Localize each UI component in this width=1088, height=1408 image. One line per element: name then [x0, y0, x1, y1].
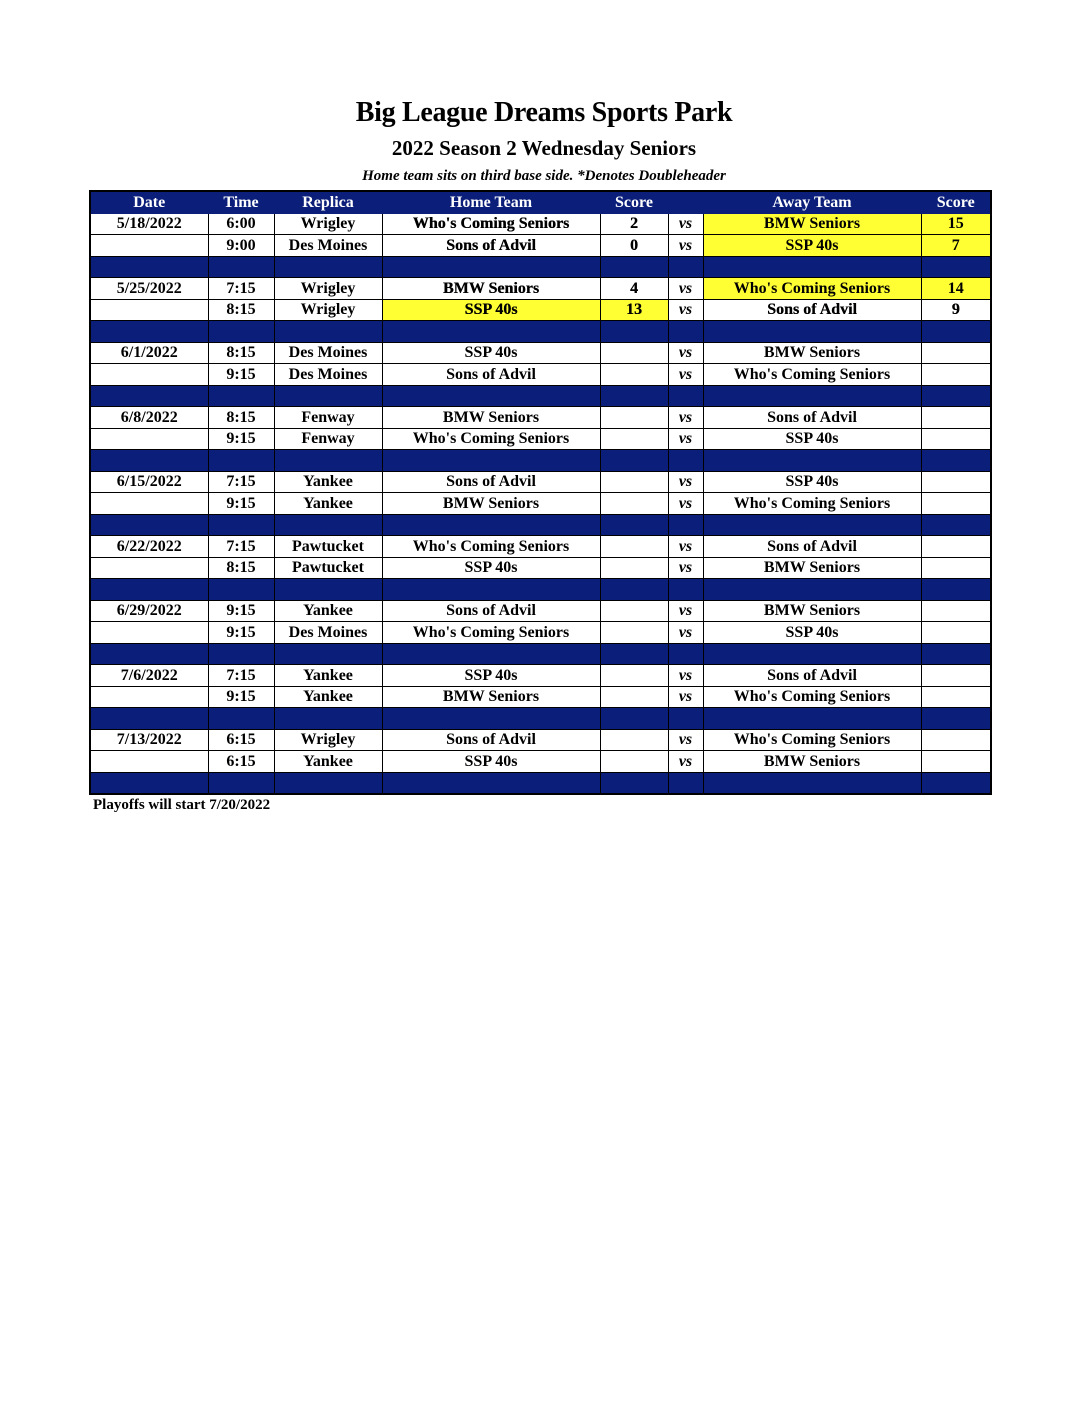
home-team-cell: SSP 40s — [382, 557, 600, 579]
field-cell: Des Moines — [274, 342, 382, 364]
separator-cell — [382, 450, 600, 472]
home-team-cell: Who's Coming Seniors — [382, 622, 600, 644]
field-cell: Wrigley — [274, 213, 382, 235]
header-row — [90, 191, 991, 213]
separator-cell — [208, 643, 274, 665]
home-score-cell — [600, 729, 668, 751]
time-cell: 8:15 — [208, 407, 274, 429]
vs-label: vs — [668, 686, 703, 708]
home-score-cell: 4 — [600, 278, 668, 300]
home-team-cell: Sons of Advil — [382, 471, 600, 493]
away-team-cell: Who's Coming Seniors — [703, 278, 921, 300]
separator-cell — [382, 708, 600, 730]
separator-cell — [600, 450, 668, 472]
separator-cell — [703, 385, 921, 407]
separator-cell — [703, 643, 921, 665]
table-row — [90, 471, 991, 493]
away-score-cell — [921, 471, 991, 493]
vs-label: vs — [668, 428, 703, 450]
table-row — [90, 686, 991, 708]
vs-label: vs — [668, 600, 703, 622]
home-team-cell: SSP 40s — [382, 299, 600, 321]
home-score-cell — [600, 471, 668, 493]
away-team-cell: BMW Seniors — [703, 342, 921, 364]
table-row — [90, 235, 991, 257]
vs-label: vs — [668, 622, 703, 644]
away-score-cell — [921, 342, 991, 364]
separator-cell — [703, 514, 921, 536]
away-score-cell — [921, 364, 991, 386]
separator-cell — [90, 514, 208, 536]
separator-cell — [90, 256, 208, 278]
away-team-cell: Who's Coming Seniors — [703, 364, 921, 386]
separator-cell — [90, 579, 208, 601]
separator-cell — [274, 579, 382, 601]
home-score-cell — [600, 600, 668, 622]
date-cell: 6/29/2022 — [90, 600, 208, 622]
date-cell: 5/18/2022 — [90, 213, 208, 235]
date-cell — [90, 557, 208, 579]
home-team-cell: BMW Seniors — [382, 407, 600, 429]
vs-label: vs — [668, 493, 703, 515]
table-row — [90, 407, 991, 429]
separator-cell — [208, 579, 274, 601]
time-cell: 9:15 — [208, 622, 274, 644]
separator-cell — [921, 321, 991, 343]
away-team-cell: Sons of Advil — [703, 665, 921, 687]
vs-label: vs — [668, 213, 703, 235]
away-score-cell — [921, 729, 991, 751]
separator-cell — [600, 321, 668, 343]
away-team-cell: BMW Seniors — [703, 600, 921, 622]
home-score-cell — [600, 665, 668, 687]
vs-label: vs — [668, 729, 703, 751]
time-cell: 7:15 — [208, 471, 274, 493]
vs-label: vs — [668, 665, 703, 687]
week-separator-row — [90, 514, 991, 536]
separator-cell — [600, 772, 668, 794]
separator-cell — [668, 643, 703, 665]
separator-cell — [921, 579, 991, 601]
field-cell: Pawtucket — [274, 557, 382, 579]
separator-cell — [274, 385, 382, 407]
separator-cell — [90, 643, 208, 665]
time-cell: 9:15 — [208, 600, 274, 622]
away-team-cell: Sons of Advil — [703, 299, 921, 321]
page-subtitle: 2022 Season 2 Wednesday Seniors — [391, 136, 697, 160]
separator-cell — [90, 321, 208, 343]
separator-cell — [921, 772, 991, 794]
date-cell — [90, 493, 208, 515]
separator-cell — [274, 321, 382, 343]
home-score-cell — [600, 428, 668, 450]
separator-cell — [274, 256, 382, 278]
separator-cell — [921, 643, 991, 665]
separator-cell — [668, 256, 703, 278]
separator-cell — [600, 385, 668, 407]
table-row — [90, 213, 991, 235]
col-vs-header — [668, 191, 703, 213]
separator-cell — [208, 772, 274, 794]
home-team-cell: SSP 40s — [382, 665, 600, 687]
table-row — [90, 665, 991, 687]
date-cell — [90, 686, 208, 708]
week-separator-row — [90, 321, 991, 343]
separator-cell — [274, 643, 382, 665]
separator-cell — [703, 579, 921, 601]
separator-cell — [921, 256, 991, 278]
date-cell — [90, 299, 208, 321]
field-cell: Pawtucket — [274, 536, 382, 558]
table-row — [90, 557, 991, 579]
separator-cell — [600, 514, 668, 536]
home-team-cell: SSP 40s — [382, 751, 600, 773]
away-score-cell: 7 — [921, 235, 991, 257]
separator-cell — [90, 450, 208, 472]
away-team-cell: Who's Coming Seniors — [703, 729, 921, 751]
field-cell: Yankee — [274, 600, 382, 622]
col-date-header: Date — [90, 191, 208, 213]
field-cell: Des Moines — [274, 364, 382, 386]
away-score-cell — [921, 493, 991, 515]
away-team-cell: Who's Coming Seniors — [703, 493, 921, 515]
table-row — [90, 428, 991, 450]
home-team-cell: BMW Seniors — [382, 493, 600, 515]
separator-cell — [382, 514, 600, 536]
separator-cell — [274, 514, 382, 536]
away-score-cell — [921, 557, 991, 579]
field-cell: Fenway — [274, 428, 382, 450]
date-cell: 5/25/2022 — [90, 278, 208, 300]
date-cell: 6/1/2022 — [90, 342, 208, 364]
date-cell — [90, 751, 208, 773]
separator-cell — [668, 708, 703, 730]
away-team-cell: SSP 40s — [703, 471, 921, 493]
separator-cell — [703, 256, 921, 278]
col-away-score-header: Score — [921, 191, 991, 213]
vs-label: vs — [668, 364, 703, 386]
week-separator-row — [90, 385, 991, 407]
away-score-cell: 14 — [921, 278, 991, 300]
page-title: Big League Dreams Sports Park — [355, 97, 733, 128]
separator-cell — [382, 643, 600, 665]
week-separator-row — [90, 708, 991, 730]
field-cell: Des Moines — [274, 235, 382, 257]
time-cell: 7:15 — [208, 665, 274, 687]
away-team-cell: Sons of Advil — [703, 407, 921, 429]
home-team-cell: Who's Coming Seniors — [382, 213, 600, 235]
away-score-cell — [921, 751, 991, 773]
vs-label: vs — [668, 278, 703, 300]
away-score-cell — [921, 686, 991, 708]
time-cell: 8:15 — [208, 299, 274, 321]
away-score-cell: 15 — [921, 213, 991, 235]
separator-cell — [382, 772, 600, 794]
away-score-cell: 9 — [921, 299, 991, 321]
away-team-cell: SSP 40s — [703, 622, 921, 644]
separator-cell — [921, 708, 991, 730]
vs-label: vs — [668, 536, 703, 558]
field-cell: Wrigley — [274, 729, 382, 751]
date-cell — [90, 622, 208, 644]
separator-cell — [668, 579, 703, 601]
table-row — [90, 364, 991, 386]
time-cell: 8:15 — [208, 342, 274, 364]
date-cell — [90, 428, 208, 450]
separator-cell — [208, 708, 274, 730]
vs-label: vs — [668, 342, 703, 364]
away-score-cell — [921, 536, 991, 558]
separator-cell — [90, 385, 208, 407]
time-cell: 8:15 — [208, 557, 274, 579]
home-team-cell: Sons of Advil — [382, 364, 600, 386]
field-cell: Des Moines — [274, 622, 382, 644]
playoffs-note: Playoffs will start 7/20/2022 — [93, 797, 271, 813]
time-cell: 7:15 — [208, 536, 274, 558]
table-row — [90, 278, 991, 300]
separator-cell — [382, 579, 600, 601]
table-row — [90, 622, 991, 644]
home-score-cell — [600, 364, 668, 386]
week-separator-row — [90, 643, 991, 665]
home-team-cell: Sons of Advil — [382, 729, 600, 751]
table-row — [90, 299, 991, 321]
separator-cell — [208, 450, 274, 472]
col-home-team-header: Home Team — [382, 191, 600, 213]
time-cell: 9:15 — [208, 364, 274, 386]
separator-cell — [921, 514, 991, 536]
separator-cell — [600, 256, 668, 278]
schedule-table — [89, 190, 992, 795]
away-team-cell: Sons of Advil — [703, 536, 921, 558]
home-team-cell: Sons of Advil — [382, 600, 600, 622]
time-cell: 9:00 — [208, 235, 274, 257]
date-cell: 7/13/2022 — [90, 729, 208, 751]
date-cell — [90, 235, 208, 257]
home-team-cell: BMW Seniors — [382, 686, 600, 708]
away-score-cell — [921, 622, 991, 644]
home-score-cell — [600, 557, 668, 579]
separator-cell — [208, 256, 274, 278]
home-team-cell: Who's Coming Seniors — [382, 428, 600, 450]
home-score-cell: 2 — [600, 213, 668, 235]
table-row — [90, 536, 991, 558]
time-cell: 6:00 — [208, 213, 274, 235]
separator-cell — [600, 643, 668, 665]
time-cell: 9:15 — [208, 686, 274, 708]
time-cell: 9:15 — [208, 428, 274, 450]
separator-cell — [921, 385, 991, 407]
schedule-body — [90, 213, 991, 794]
home-score-cell — [600, 493, 668, 515]
vs-label: vs — [668, 471, 703, 493]
field-cell: Wrigley — [274, 278, 382, 300]
field-cell: Yankee — [274, 751, 382, 773]
away-team-cell: SSP 40s — [703, 235, 921, 257]
separator-cell — [382, 385, 600, 407]
vs-label: vs — [668, 407, 703, 429]
home-score-cell — [600, 686, 668, 708]
date-cell — [90, 364, 208, 386]
time-cell: 6:15 — [208, 751, 274, 773]
separator-cell — [921, 450, 991, 472]
week-separator-row — [90, 772, 991, 794]
separator-cell — [208, 514, 274, 536]
date-cell: 6/15/2022 — [90, 471, 208, 493]
field-cell: Yankee — [274, 665, 382, 687]
away-score-cell — [921, 428, 991, 450]
table-row — [90, 600, 991, 622]
separator-cell — [382, 256, 600, 278]
week-separator-row — [90, 256, 991, 278]
separator-cell — [274, 772, 382, 794]
date-cell: 6/22/2022 — [90, 536, 208, 558]
vs-label: vs — [668, 299, 703, 321]
separator-cell — [600, 579, 668, 601]
separator-cell — [668, 772, 703, 794]
home-score-cell — [600, 407, 668, 429]
home-team-cell: SSP 40s — [382, 342, 600, 364]
separator-cell — [668, 450, 703, 472]
away-score-cell — [921, 600, 991, 622]
away-team-cell: BMW Seniors — [703, 751, 921, 773]
separator-cell — [382, 321, 600, 343]
time-cell: 9:15 — [208, 493, 274, 515]
separator-cell — [668, 385, 703, 407]
separator-cell — [703, 321, 921, 343]
vs-label: vs — [668, 557, 703, 579]
away-team-cell: Who's Coming Seniors — [703, 686, 921, 708]
home-team-cell: Sons of Advil — [382, 235, 600, 257]
separator-cell — [600, 708, 668, 730]
time-cell: 6:15 — [208, 729, 274, 751]
separator-cell — [703, 772, 921, 794]
separator-cell — [274, 708, 382, 730]
col-replica-header: Replica — [274, 191, 382, 213]
week-separator-row — [90, 579, 991, 601]
date-cell: 6/8/2022 — [90, 407, 208, 429]
separator-cell — [703, 708, 921, 730]
table-row — [90, 729, 991, 751]
week-separator-row — [90, 450, 991, 472]
separator-cell — [668, 514, 703, 536]
separator-cell — [90, 708, 208, 730]
col-home-score-header: Score — [600, 191, 668, 213]
away-score-cell — [921, 665, 991, 687]
table-row — [90, 493, 991, 515]
date-cell: 7/6/2022 — [90, 665, 208, 687]
field-cell: Wrigley — [274, 299, 382, 321]
home-score-cell — [600, 751, 668, 773]
vs-label: vs — [668, 751, 703, 773]
away-score-cell — [921, 407, 991, 429]
field-cell: Fenway — [274, 407, 382, 429]
home-score-cell: 0 — [600, 235, 668, 257]
away-team-cell: SSP 40s — [703, 428, 921, 450]
home-team-cell: BMW Seniors — [382, 278, 600, 300]
separator-cell — [274, 450, 382, 472]
separator-cell — [208, 321, 274, 343]
separator-cell — [90, 772, 208, 794]
home-score-cell — [600, 536, 668, 558]
field-cell: Yankee — [274, 686, 382, 708]
separator-cell — [703, 450, 921, 472]
schedule-note: Home team sits on third base side. *Denotes Doubleheader — [362, 168, 726, 184]
field-cell: Yankee — [274, 493, 382, 515]
away-team-cell: BMW Seniors — [703, 557, 921, 579]
home-score-cell — [600, 342, 668, 364]
time-cell: 7:15 — [208, 278, 274, 300]
away-team-cell: BMW Seniors — [703, 213, 921, 235]
table-row — [90, 342, 991, 364]
vs-label: vs — [668, 235, 703, 257]
separator-cell — [668, 321, 703, 343]
field-cell: Yankee — [274, 471, 382, 493]
home-score-cell: 13 — [600, 299, 668, 321]
separator-cell — [208, 385, 274, 407]
col-away-team-header: Away Team — [703, 191, 921, 213]
home-team-cell: Who's Coming Seniors — [382, 536, 600, 558]
home-score-cell — [600, 622, 668, 644]
col-time-header: Time — [208, 191, 274, 213]
table-row — [90, 751, 991, 773]
